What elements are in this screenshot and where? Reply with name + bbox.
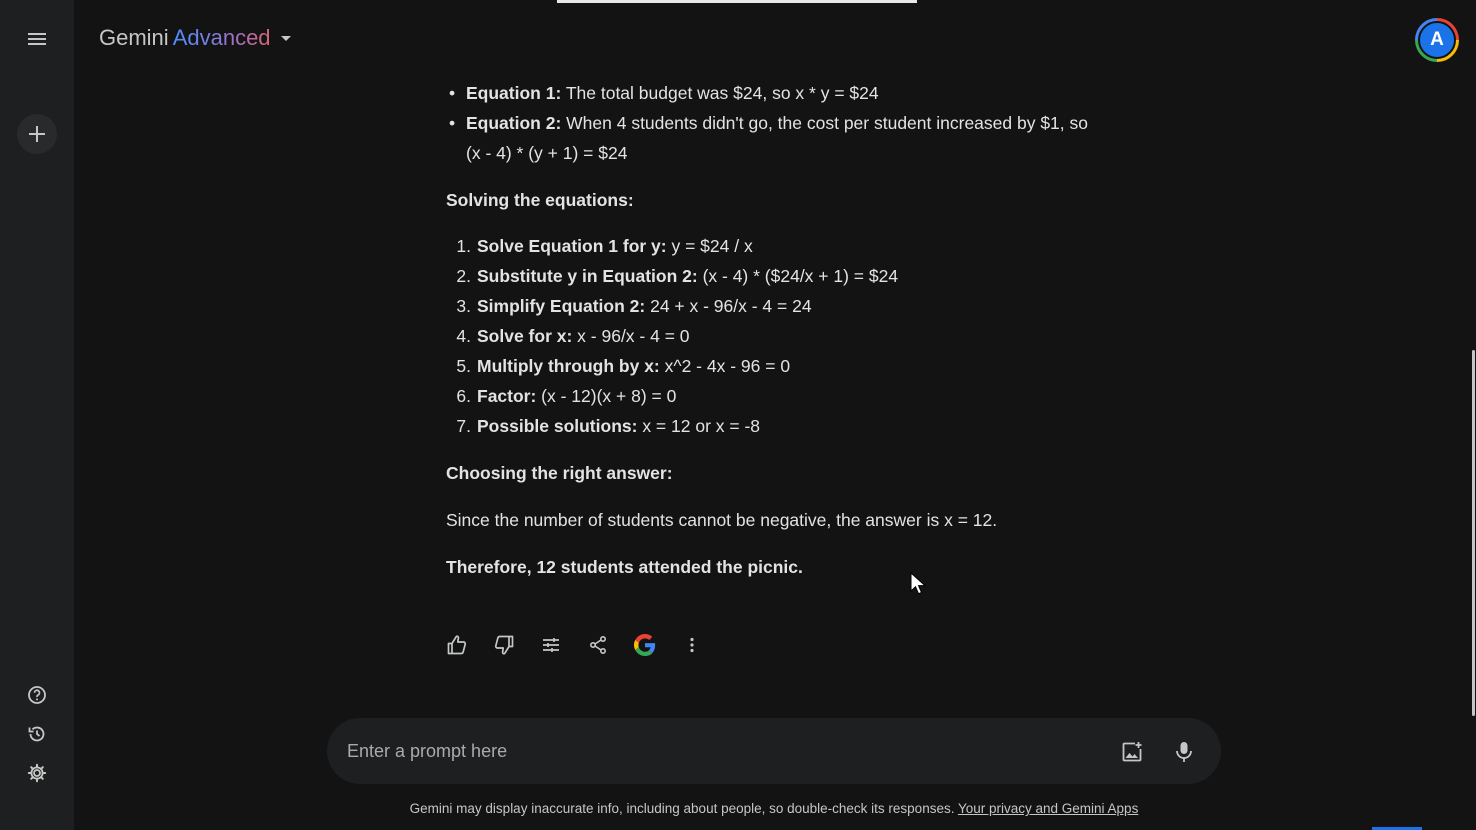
more-vert-icon [689, 636, 695, 654]
upload-image-button[interactable] [1119, 739, 1145, 765]
step-text: y = $24 / x [666, 236, 753, 256]
step-text: (x - 12)(x + 8) = 0 [536, 386, 677, 406]
menu-icon [28, 32, 46, 46]
list-item [446, 78, 1126, 108]
equation-text: The total budget was $24, so x * y = $24 [561, 83, 879, 103]
settings-button[interactable] [17, 753, 57, 793]
sidebar [0, 0, 74, 830]
avatar-letter: A [1418, 21, 1456, 59]
scrollbar-thumb[interactable] [1472, 350, 1475, 716]
step-text: x - 96/x - 4 = 0 [572, 326, 690, 346]
step-text: x^2 - 4x - 96 = 0 [659, 356, 791, 376]
disclaimer [0, 801, 1476, 816]
step-label: Solve for x: [477, 326, 573, 346]
mic-icon [1175, 741, 1193, 763]
thumbs-up-button[interactable] [444, 632, 470, 658]
solving-heading: Solving the equations: [446, 190, 634, 210]
response-actions [444, 630, 726, 660]
reason-text: Since the number of students cannot be negative, the answer is x = 12. [446, 510, 998, 530]
equation-label: Equation 2: [466, 113, 562, 133]
equation-continuation: (x - 4) * (y + 1) = $24 [466, 143, 628, 163]
step-text: 24 + x - 96/x - 4 = 24 [645, 296, 812, 316]
step-number: 7. [456, 416, 471, 436]
list-item [446, 381, 1126, 411]
step-label: Simplify Equation 2: [477, 296, 646, 316]
list-item [446, 291, 1126, 321]
prompt-bar [327, 718, 1221, 784]
thumbs-down-button[interactable] [491, 632, 517, 658]
modify-response-icon [541, 635, 561, 655]
double-check-button[interactable] [632, 632, 658, 658]
list-item [446, 231, 1126, 261]
microphone-button[interactable] [1171, 739, 1197, 765]
new-chat-button[interactable] [17, 114, 57, 154]
more-options-button[interactable] [679, 632, 705, 658]
modify-response-button[interactable] [538, 632, 564, 658]
activity-button[interactable] [17, 714, 57, 754]
step-number: 1. [456, 236, 471, 256]
step-label: Factor: [477, 386, 537, 406]
app-tier: Advanced [172, 25, 271, 50]
share-button[interactable] [585, 632, 611, 658]
equations-list [446, 78, 1126, 168]
help-icon [27, 685, 47, 705]
response-content [446, 78, 1126, 582]
dropdown-arrow-icon [279, 31, 293, 45]
step-label: Solve Equation 1 for y: [477, 236, 667, 256]
step-number: 5. [456, 356, 471, 376]
list-item [446, 108, 1126, 168]
thumbs-up-icon [446, 634, 468, 656]
mouse-cursor-icon [910, 572, 926, 596]
equation-label: Equation 1: [466, 83, 562, 103]
step-label: Possible solutions: [477, 416, 638, 436]
choosing-heading: Choosing the right answer: [446, 463, 673, 483]
history-icon [27, 724, 47, 744]
list-item [446, 321, 1126, 351]
menu-button[interactable] [17, 19, 57, 59]
model-switcher[interactable] [99, 25, 293, 51]
disclaimer-text: Gemini may display inaccurate info, including about people, so double-check its responses. [409, 801, 958, 816]
add-image-icon [1121, 741, 1143, 763]
list-item [446, 411, 1126, 441]
app-name: Gemini [99, 25, 169, 50]
step-label: Multiply through by x: [477, 356, 660, 376]
step-number: 3. [456, 296, 471, 316]
step-text: x = 12 or x = -8 [637, 416, 761, 436]
list-item [446, 261, 1126, 291]
avatar[interactable] [1415, 18, 1459, 62]
step-label: Substitute y in Equation 2: [477, 266, 698, 286]
equation-text: When 4 students didn't go, the cost per student increased by $1, so [561, 113, 1088, 133]
steps-list [446, 231, 1126, 441]
top-progress-strip [557, 0, 917, 3]
settings-icon [27, 763, 47, 783]
google-icon [634, 634, 656, 656]
conclusion-text: Therefore, 12 students attended the picnic. [446, 557, 803, 577]
thumbs-down-icon [493, 634, 515, 656]
step-number: 4. [456, 326, 471, 346]
share-icon [588, 635, 608, 655]
help-button[interactable] [17, 675, 57, 715]
prompt-input[interactable] [347, 736, 1107, 766]
step-number: 2. [456, 266, 471, 286]
plus-icon [28, 125, 46, 143]
list-item [446, 351, 1126, 381]
step-text: (x - 4) * ($24/x + 1) = $24 [697, 266, 899, 286]
step-number: 6. [456, 386, 471, 406]
privacy-link[interactable]: Your privacy and Gemini Apps [957, 801, 1139, 816]
